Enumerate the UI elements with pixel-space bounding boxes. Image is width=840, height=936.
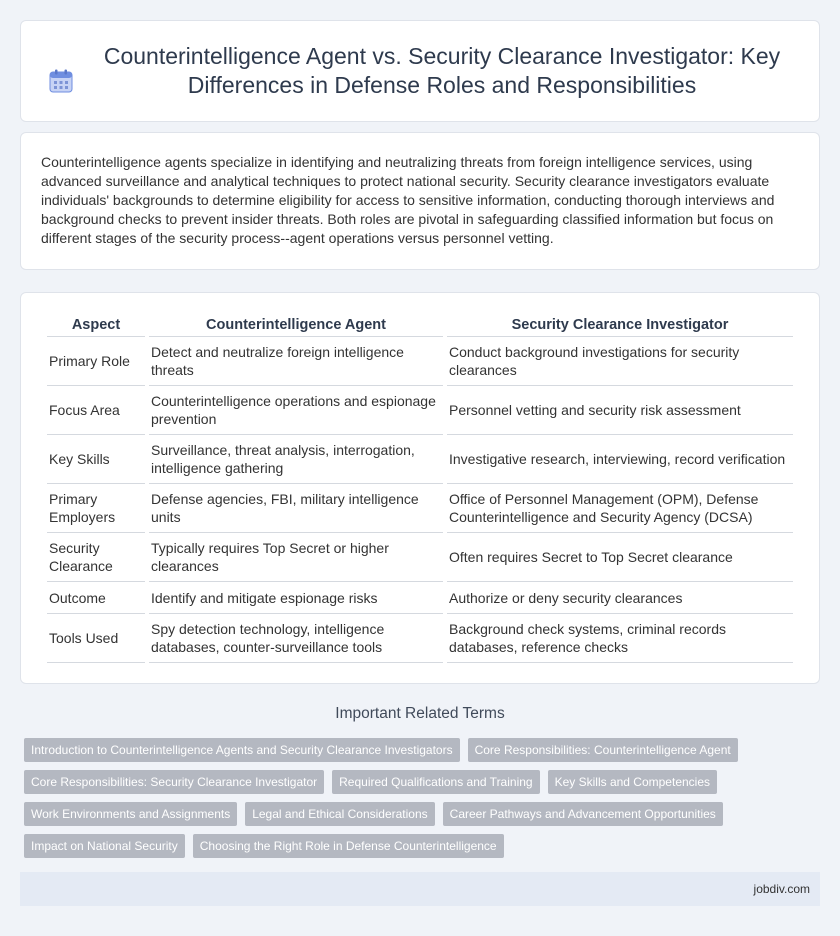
table-row [47, 337, 793, 386]
agent-cell: Defense agencies, FBI, military intelligence units [149, 484, 443, 533]
table-row [47, 614, 793, 663]
related-term-tag[interactable]: Required Qualifications and Training [332, 770, 539, 794]
aspect-cell: Tools Used [47, 614, 145, 663]
related-term-tag[interactable]: Key Skills and Competencies [548, 770, 717, 794]
investigator-cell: Office of Personnel Management (OPM), Defense Counterintelligence and Security Agency (DCSA) [447, 484, 793, 533]
intro-paragraph: Counterintelligence agents specialize in identifying and neutralizing threats from foreign intelligence services, using advanced surveillance and analytical techniques to protect national security. Security clearance investigators evaluate individuals' backgrounds to determine eligibility for access to sensitive information, conducting thorough interviews and background checks to prevent insider threats. Both roles are pivotal in safeguarding classified information but focus on different stages of the security process--agent operations versus personnel vetting. [41, 154, 775, 246]
aspect-cell: Primary Employers [47, 484, 145, 533]
table-row [47, 533, 793, 582]
agent-cell: Identify and mitigate espionage risks [149, 582, 443, 614]
related-term-tag[interactable]: Impact on National Security [24, 834, 185, 858]
investigator-cell: Investigative research, interviewing, record verification [447, 435, 793, 484]
header-counterintelligence-agent: Counterintelligence Agent [149, 311, 443, 337]
related-term-tag[interactable]: Introduction to Counterintelligence Agents and Security Clearance Investigators [24, 738, 460, 762]
aspect-cell: Outcome [47, 582, 145, 614]
comparison-table [43, 311, 797, 663]
footer [20, 872, 820, 906]
related-term-tag[interactable]: Core Responsibilities: Security Clearance Investigator [24, 770, 324, 794]
aspect-cell: Primary Role [47, 337, 145, 386]
agent-cell: Surveillance, threat analysis, interrogation, intelligence gathering [149, 435, 443, 484]
aspect-cell: Security Clearance [47, 533, 145, 582]
page-title: Counterintelligence Agent vs. Security Clearance Investigator: Key Differences in Defense Roles and Responsibilities [103, 43, 781, 98]
footer-site-link[interactable]: jobdiv.com [753, 882, 810, 896]
related-term-tag[interactable]: Career Pathways and Advancement Opportunities [443, 802, 723, 826]
related-term-tag[interactable]: Work Environments and Assignments [24, 802, 237, 826]
aspect-cell: Key Skills [47, 435, 145, 484]
agent-cell: Counterintelligence operations and espionage prevention [149, 386, 443, 435]
title-card [20, 20, 820, 122]
related-term-tag[interactable]: Core Responsibilities: Counterintelligence Agent [468, 738, 738, 762]
investigator-cell: Conduct background investigations for security clearances [447, 337, 793, 386]
header-security-clearance-investigator: Security Clearance Investigator [447, 311, 793, 337]
table-row [47, 484, 793, 533]
investigator-cell: Background check systems, criminal records databases, reference checks [447, 614, 793, 663]
intro-card [20, 132, 820, 270]
investigator-cell: Often requires Secret to Top Secret clearance [447, 533, 793, 582]
table-header-row [47, 311, 793, 337]
aspect-cell: Focus Area [47, 386, 145, 435]
related-terms-list [24, 738, 824, 866]
table-row [47, 435, 793, 484]
investigator-cell: Authorize or deny security clearances [447, 582, 793, 614]
investigator-cell: Personnel vetting and security risk assessment [447, 386, 793, 435]
agent-cell: Spy detection technology, intelligence databases, counter-surveillance tools [149, 614, 443, 663]
calendar-icon [48, 68, 74, 94]
agent-cell: Typically requires Top Secret or higher clearances [149, 533, 443, 582]
table-row [47, 386, 793, 435]
header-aspect: Aspect [47, 311, 145, 337]
related-terms-title: Important Related Terms [335, 705, 505, 722]
related-term-tag[interactable]: Legal and Ethical Considerations [245, 802, 434, 826]
agent-cell: Detect and neutralize foreign intelligence threats [149, 337, 443, 386]
table-row [47, 582, 793, 614]
related-term-tag[interactable]: Choosing the Right Role in Defense Counterintelligence [193, 834, 504, 858]
comparison-card [20, 292, 820, 684]
